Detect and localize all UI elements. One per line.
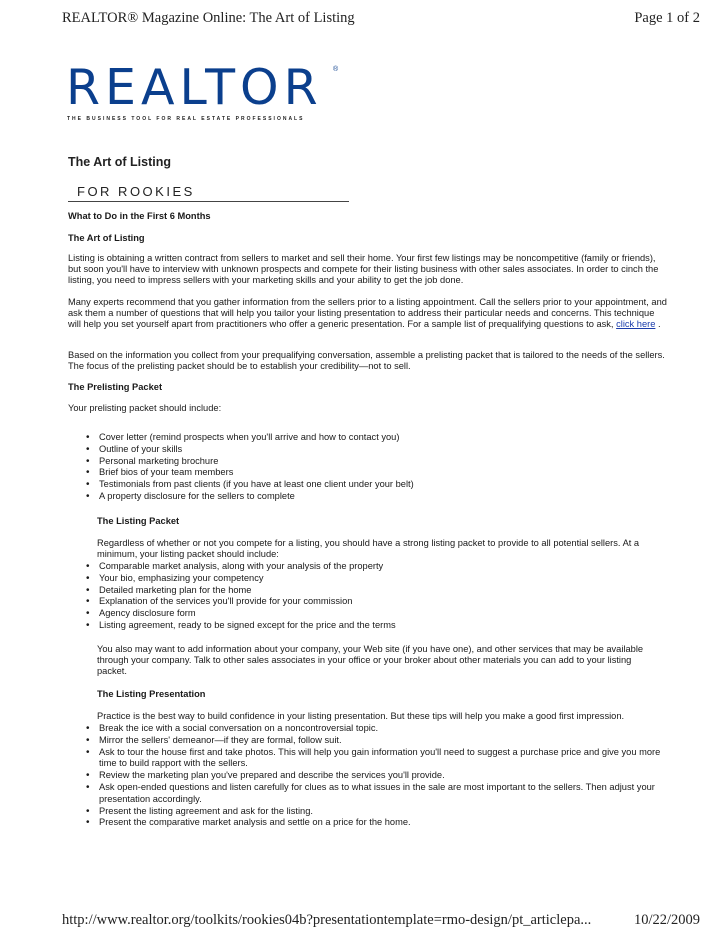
presentation-intro: Practice is the best way to build confidence in your listing presentation. But these tips will help you make a good first impression. [97, 711, 625, 721]
list-item: • Break the ice with a social conversation on a noncontroversial topic. [86, 723, 671, 735]
prelisting-intro: Your prelisting packet should include: [68, 403, 222, 413]
list-item: • Present the listing agreement and ask for the listing. [86, 806, 671, 818]
list-item: • Comparable market analysis, along with your analysis of the property [86, 561, 666, 573]
list-item: • Listing agreement, ready to be signed except for the price and the terms [86, 620, 666, 632]
list-item: • Ask to tour the house first and take photos. This will help you gain information you'll need to suggest a purchase price and give you more time to build rapport with the sellers. [86, 747, 671, 771]
paragraph-2-end: . [655, 319, 661, 329]
click-here-link[interactable]: click here [616, 319, 656, 329]
page-number: Page 1 of 2 [634, 10, 700, 26]
print-footer [62, 912, 700, 932]
list-item: • Ask open-ended questions and listen carefully for clues as to what issues in the sale are most important to the sellers. Then adjust your presentation accordingly. [86, 782, 671, 806]
logo-tagline: THE BUSINESS TOOL FOR REAL ESTATE PROFESSIONALS [67, 116, 305, 122]
header-title: REALTOR® Magazine Online: The Art of Listing [62, 10, 355, 26]
article-title: The Art of Listing [68, 155, 171, 169]
list-item: • Present the comparative market analysis and settle on a price for the home. [86, 817, 671, 829]
logo-registered-mark: ® [333, 66, 339, 73]
paragraph-2-text: Many experts recommend that you gather information from the sellers prior to a listing appointment. Call the sellers prior to your appointment, and ask them a number of questions that will help you tailor your listing presentation to address their particular needs and concerns. This technique will help you set yourself apart from practitioners who offer a generic presentation. For a sample list of prequalifying questions to ask, [68, 297, 667, 329]
list-item: • Brief bios of your team members [86, 467, 666, 479]
footer-date: 10/22/2009 [633, 912, 700, 928]
listing-intro: Regardless of whether or not you compete for a listing, you should have a strong listing packet to provide to all potential sellers. At a minimum, your listing packet should include: [97, 538, 640, 559]
section-heading-presentation: The Listing Presentation [97, 689, 206, 699]
realtor-logo [66, 59, 346, 122]
prelisting-list [86, 432, 666, 503]
list-item: • Review the marketing plan you've prepared and describe the services you'll provide. [86, 770, 671, 782]
list-item: • Mirror the sellers' demeanor—if they are formal, follow suit. [86, 735, 671, 747]
print-header [62, 10, 700, 30]
rookies-label: FOR ROOKIES [77, 184, 195, 199]
logo-wordmark: REALTOR [66, 59, 323, 116]
presentation-list [86, 723, 671, 829]
list-item: • Explanation of the services you'll provide for your commission [86, 596, 666, 608]
list-item: • Agency disclosure form [86, 608, 666, 620]
list-item: • Cover letter (remind prospects when you'll arrive and how to contact you) [86, 432, 666, 444]
list-item: • A property disclosure for the sellers to complete [86, 491, 666, 503]
section-heading-listing-packet: The Listing Packet [97, 516, 180, 526]
list-item: • Your bio, emphasizing your competency [86, 573, 666, 585]
paragraph-2 [68, 297, 668, 330]
footer-url: http://www.realtor.org/toolkits/rookies04b?presentationtemplate=rmo-design/pt_articlepa... [62, 912, 592, 928]
list-item: • Outline of your skills [86, 444, 666, 456]
section-heading-prelisting: The Prelisting Packet [68, 382, 163, 392]
list-item: • Testimonials from past clients (if you have at least one client under your belt) [86, 479, 666, 491]
paragraph-3: Based on the information you collect from your prequalifying conversation, assemble a prelisting packet that is tailored to the needs of the sellers. The focus of the prelisting packet should be to establish your credibility—not to sell. [68, 350, 665, 371]
listing-after: You also may want to add information about your company, your Web site (if you have one), and other services that may be available through your company. Talk to other sales associates in your office or your broker about other materials you can add to your listing packet. [97, 644, 644, 676]
list-item: • Personal marketing brochure [86, 456, 666, 468]
rookies-banner [68, 184, 349, 202]
list-item: • Detailed marketing plan for the home [86, 585, 666, 597]
article-subtitle: What to Do in the First 6 Months [68, 211, 211, 221]
listing-list [86, 561, 666, 632]
section-heading-art-of-listing: The Art of Listing [68, 233, 145, 243]
paragraph-1: Listing is obtaining a written contract from sellers to market and sell their home. Your first few listings may be noncompetitive (family or friends), but soon you'll have to interview with unknown prospects and compete for their listing business with other sales associates. In order to cinch the listing, you need to impress sellers with your marketing skills and your ability to get the job done. [68, 253, 659, 285]
